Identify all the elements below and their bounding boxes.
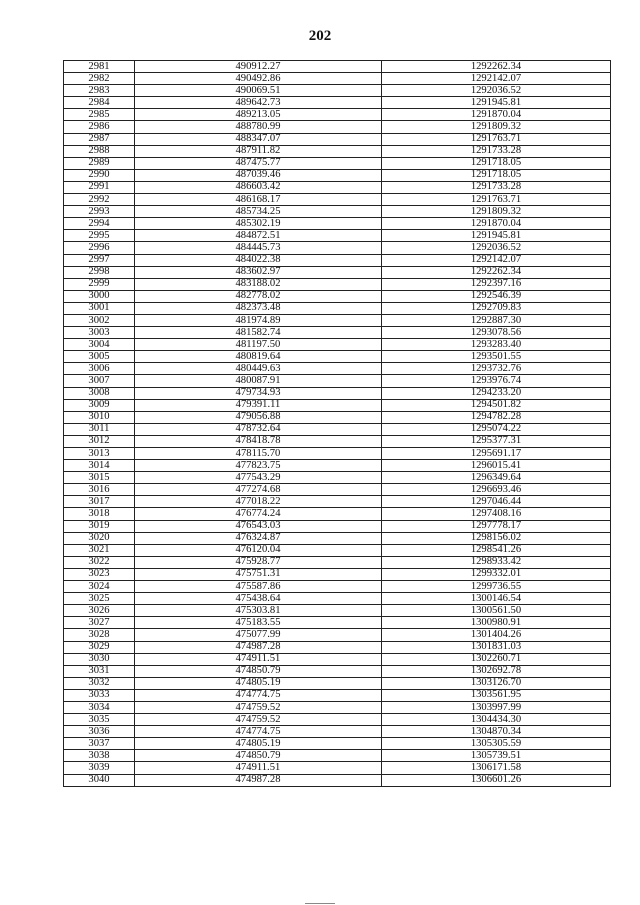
x-coordinate-cell: 474987.28	[135, 774, 382, 786]
x-coordinate-cell: 487911.82	[135, 145, 382, 157]
x-coordinate-cell: 474911.51	[135, 653, 382, 665]
y-coordinate-cell: 1300980.91	[382, 617, 611, 629]
table-row	[64, 181, 611, 193]
x-coordinate-cell: 485302.19	[135, 218, 382, 230]
x-coordinate-cell: 474987.28	[135, 641, 382, 653]
y-coordinate-cell: 1297408.16	[382, 508, 611, 520]
x-coordinate-cell: 487039.46	[135, 169, 382, 181]
point-number-cell: 3020	[64, 532, 135, 544]
table-row	[64, 339, 611, 351]
table-row	[64, 133, 611, 145]
y-coordinate-cell: 1297778.17	[382, 520, 611, 532]
table-row	[64, 387, 611, 399]
x-coordinate-cell: 485734.25	[135, 206, 382, 218]
point-number-cell: 3000	[64, 290, 135, 302]
y-coordinate-cell: 1292036.52	[382, 85, 611, 97]
table-row	[64, 508, 611, 520]
point-number-cell: 2989	[64, 157, 135, 169]
point-number-cell: 3034	[64, 701, 135, 713]
x-coordinate-cell: 474850.79	[135, 665, 382, 677]
table-row	[64, 665, 611, 677]
point-number-cell: 2986	[64, 121, 135, 133]
x-coordinate-cell: 489642.73	[135, 97, 382, 109]
table-row	[64, 641, 611, 653]
table-row	[64, 629, 611, 641]
x-coordinate-cell: 479391.11	[135, 399, 382, 411]
table-row	[64, 121, 611, 133]
y-coordinate-cell: 1295691.17	[382, 448, 611, 460]
table-body	[64, 61, 611, 787]
x-coordinate-cell: 474774.75	[135, 726, 382, 738]
y-coordinate-cell: 1291718.05	[382, 157, 611, 169]
point-number-cell: 3001	[64, 302, 135, 314]
table-row	[64, 581, 611, 593]
y-coordinate-cell: 1298156.02	[382, 532, 611, 544]
y-coordinate-cell: 1291763.71	[382, 133, 611, 145]
y-coordinate-cell: 1291870.04	[382, 218, 611, 230]
x-coordinate-cell: 476774.24	[135, 508, 382, 520]
y-coordinate-cell: 1294501.82	[382, 399, 611, 411]
y-coordinate-cell: 1304870.34	[382, 726, 611, 738]
y-coordinate-cell: 1305305.59	[382, 738, 611, 750]
table-row	[64, 157, 611, 169]
y-coordinate-cell: 1293976.74	[382, 375, 611, 387]
x-coordinate-cell: 486603.42	[135, 181, 382, 193]
table-row	[64, 242, 611, 254]
table-row	[64, 169, 611, 181]
point-number-cell: 3006	[64, 363, 135, 375]
x-coordinate-cell: 484022.38	[135, 254, 382, 266]
x-coordinate-cell: 490069.51	[135, 85, 382, 97]
table-row	[64, 109, 611, 121]
table-row	[64, 435, 611, 447]
y-coordinate-cell: 1291870.04	[382, 109, 611, 121]
point-number-cell: 3023	[64, 568, 135, 580]
x-coordinate-cell: 489213.05	[135, 109, 382, 121]
y-coordinate-cell: 1302692.78	[382, 665, 611, 677]
point-number-cell: 2988	[64, 145, 135, 157]
point-number-cell: 3029	[64, 641, 135, 653]
table-row	[64, 593, 611, 605]
x-coordinate-cell: 480819.64	[135, 351, 382, 363]
table-row	[64, 484, 611, 496]
point-number-cell: 2985	[64, 109, 135, 121]
point-number-cell: 3028	[64, 629, 135, 641]
y-coordinate-cell: 1293732.76	[382, 363, 611, 375]
y-coordinate-cell: 1298541.26	[382, 544, 611, 556]
point-number-cell: 3021	[64, 544, 135, 556]
y-coordinate-cell: 1303997.99	[382, 701, 611, 713]
x-coordinate-cell: 478418.78	[135, 435, 382, 447]
x-coordinate-cell: 474759.52	[135, 714, 382, 726]
x-coordinate-cell: 481582.74	[135, 327, 382, 339]
x-coordinate-cell: 477274.68	[135, 484, 382, 496]
point-number-cell: 3015	[64, 472, 135, 484]
table-row	[64, 677, 611, 689]
x-coordinate-cell: 475183.55	[135, 617, 382, 629]
y-coordinate-cell: 1298933.42	[382, 556, 611, 568]
y-coordinate-cell: 1305739.51	[382, 750, 611, 762]
point-number-cell: 3005	[64, 351, 135, 363]
table-row	[64, 194, 611, 206]
y-coordinate-cell: 1292397.16	[382, 278, 611, 290]
point-number-cell: 2992	[64, 194, 135, 206]
table-row	[64, 448, 611, 460]
point-number-cell: 2984	[64, 97, 135, 109]
table-row	[64, 290, 611, 302]
y-coordinate-cell: 1297046.44	[382, 496, 611, 508]
table-row	[64, 714, 611, 726]
x-coordinate-cell: 482373.48	[135, 302, 382, 314]
point-number-cell: 3011	[64, 423, 135, 435]
table-row	[64, 556, 611, 568]
point-number-cell: 3030	[64, 653, 135, 665]
table-row	[64, 266, 611, 278]
x-coordinate-cell: 484872.51	[135, 230, 382, 242]
x-coordinate-cell: 475587.86	[135, 581, 382, 593]
table-row	[64, 327, 611, 339]
y-coordinate-cell: 1291733.28	[382, 145, 611, 157]
point-number-cell: 2982	[64, 73, 135, 85]
point-number-cell: 2997	[64, 254, 135, 266]
page-number: 202	[308, 28, 332, 44]
y-coordinate-cell: 1291733.28	[382, 181, 611, 193]
x-coordinate-cell: 475077.99	[135, 629, 382, 641]
y-coordinate-cell: 1291809.32	[382, 206, 611, 218]
table-row	[64, 617, 611, 629]
table-row	[64, 399, 611, 411]
point-number-cell: 3004	[64, 339, 135, 351]
table-row	[64, 472, 611, 484]
y-coordinate-cell: 1302260.71	[382, 653, 611, 665]
y-coordinate-cell: 1296693.46	[382, 484, 611, 496]
point-number-cell: 2993	[64, 206, 135, 218]
x-coordinate-cell: 477823.75	[135, 460, 382, 472]
y-coordinate-cell: 1292262.34	[382, 61, 611, 73]
table-row	[64, 532, 611, 544]
point-number-cell: 2995	[64, 230, 135, 242]
table-row	[64, 73, 611, 85]
point-number-cell: 3009	[64, 399, 135, 411]
point-number-cell: 3038	[64, 750, 135, 762]
y-coordinate-cell: 1292142.07	[382, 73, 611, 85]
point-number-cell: 3017	[64, 496, 135, 508]
y-coordinate-cell: 1292709.83	[382, 302, 611, 314]
x-coordinate-cell: 481974.89	[135, 314, 382, 326]
table-row	[64, 314, 611, 326]
y-coordinate-cell: 1291718.05	[382, 169, 611, 181]
y-coordinate-cell: 1291763.71	[382, 194, 611, 206]
point-number-cell: 2990	[64, 169, 135, 181]
y-coordinate-cell: 1300146.54	[382, 593, 611, 605]
point-number-cell: 3016	[64, 484, 135, 496]
table-row	[64, 544, 611, 556]
x-coordinate-cell: 476543.03	[135, 520, 382, 532]
table-row	[64, 726, 611, 738]
x-coordinate-cell: 483602.97	[135, 266, 382, 278]
point-number-cell: 3003	[64, 327, 135, 339]
table-row	[64, 605, 611, 617]
point-number-cell: 2983	[64, 85, 135, 97]
coordinates-table	[63, 60, 611, 787]
y-coordinate-cell: 1291809.32	[382, 121, 611, 133]
point-number-cell: 3036	[64, 726, 135, 738]
x-coordinate-cell: 474774.75	[135, 689, 382, 701]
point-number-cell: 3019	[64, 520, 135, 532]
point-number-cell: 2999	[64, 278, 135, 290]
x-coordinate-cell: 474850.79	[135, 750, 382, 762]
y-coordinate-cell: 1292887.30	[382, 314, 611, 326]
y-coordinate-cell: 1303561.95	[382, 689, 611, 701]
table-row	[64, 61, 611, 73]
x-coordinate-cell: 482778.02	[135, 290, 382, 302]
y-coordinate-cell: 1293283.40	[382, 339, 611, 351]
y-coordinate-cell: 1291945.81	[382, 230, 611, 242]
table-row	[64, 411, 611, 423]
x-coordinate-cell: 490492.86	[135, 73, 382, 85]
point-number-cell: 3033	[64, 689, 135, 701]
x-coordinate-cell: 484445.73	[135, 242, 382, 254]
y-coordinate-cell: 1292546.39	[382, 290, 611, 302]
table-row	[64, 218, 611, 230]
y-coordinate-cell: 1306171.58	[382, 762, 611, 774]
point-number-cell: 3024	[64, 581, 135, 593]
y-coordinate-cell: 1300561.50	[382, 605, 611, 617]
table-row	[64, 520, 611, 532]
point-number-cell: 2996	[64, 242, 135, 254]
x-coordinate-cell: 477018.22	[135, 496, 382, 508]
table-row	[64, 774, 611, 786]
y-coordinate-cell: 1299736.55	[382, 581, 611, 593]
point-number-cell: 3031	[64, 665, 135, 677]
table-row	[64, 85, 611, 97]
x-coordinate-cell: 474911.51	[135, 762, 382, 774]
x-coordinate-cell: 483188.02	[135, 278, 382, 290]
point-number-cell: 2998	[64, 266, 135, 278]
y-coordinate-cell: 1304434.30	[382, 714, 611, 726]
table-row	[64, 351, 611, 363]
y-coordinate-cell: 1291945.81	[382, 97, 611, 109]
table-row	[64, 568, 611, 580]
point-number-cell: 3007	[64, 375, 135, 387]
x-coordinate-cell: 480449.63	[135, 363, 382, 375]
x-coordinate-cell: 486168.17	[135, 194, 382, 206]
y-coordinate-cell: 1295074.22	[382, 423, 611, 435]
table-row	[64, 254, 611, 266]
y-coordinate-cell: 1301404.26	[382, 629, 611, 641]
x-coordinate-cell: 479056.88	[135, 411, 382, 423]
x-coordinate-cell: 481197.50	[135, 339, 382, 351]
point-number-cell: 2994	[64, 218, 135, 230]
x-coordinate-cell: 479734.93	[135, 387, 382, 399]
table-row	[64, 496, 611, 508]
y-coordinate-cell: 1292142.07	[382, 254, 611, 266]
x-coordinate-cell: 487475.77	[135, 157, 382, 169]
table-row	[64, 701, 611, 713]
y-coordinate-cell: 1296349.64	[382, 472, 611, 484]
point-number-cell: 3040	[64, 774, 135, 786]
y-coordinate-cell: 1296015.41	[382, 460, 611, 472]
table-row	[64, 97, 611, 109]
x-coordinate-cell: 474805.19	[135, 677, 382, 689]
point-number-cell: 3032	[64, 677, 135, 689]
table-row	[64, 375, 611, 387]
x-coordinate-cell: 475751.31	[135, 568, 382, 580]
y-coordinate-cell: 1294233.20	[382, 387, 611, 399]
x-coordinate-cell: 488780.99	[135, 121, 382, 133]
point-number-cell: 3026	[64, 605, 135, 617]
table-row	[64, 230, 611, 242]
point-number-cell: 3027	[64, 617, 135, 629]
point-number-cell: 2987	[64, 133, 135, 145]
y-coordinate-cell: 1292036.52	[382, 242, 611, 254]
y-coordinate-cell: 1295377.31	[382, 435, 611, 447]
footer-divider	[305, 903, 335, 904]
table-row	[64, 206, 611, 218]
point-number-cell: 3014	[64, 460, 135, 472]
point-number-cell: 3037	[64, 738, 135, 750]
table-row	[64, 460, 611, 472]
table-row	[64, 278, 611, 290]
x-coordinate-cell: 475438.64	[135, 593, 382, 605]
table-row	[64, 762, 611, 774]
x-coordinate-cell: 480087.91	[135, 375, 382, 387]
x-coordinate-cell: 474805.19	[135, 738, 382, 750]
y-coordinate-cell: 1293078.56	[382, 327, 611, 339]
point-number-cell: 3013	[64, 448, 135, 460]
x-coordinate-cell: 478115.70	[135, 448, 382, 460]
point-number-cell: 3008	[64, 387, 135, 399]
y-coordinate-cell: 1294782.28	[382, 411, 611, 423]
y-coordinate-cell: 1299332.01	[382, 568, 611, 580]
table-row	[64, 302, 611, 314]
point-number-cell: 3012	[64, 435, 135, 447]
x-coordinate-cell: 474759.52	[135, 701, 382, 713]
point-number-cell: 3002	[64, 314, 135, 326]
table-row	[64, 689, 611, 701]
point-number-cell: 3035	[64, 714, 135, 726]
table-row	[64, 363, 611, 375]
y-coordinate-cell: 1292262.34	[382, 266, 611, 278]
x-coordinate-cell: 490912.27	[135, 61, 382, 73]
point-number-cell: 2991	[64, 181, 135, 193]
point-number-cell: 3010	[64, 411, 135, 423]
table-row	[64, 738, 611, 750]
x-coordinate-cell: 475303.81	[135, 605, 382, 617]
table-row	[64, 423, 611, 435]
y-coordinate-cell: 1306601.26	[382, 774, 611, 786]
table-row	[64, 750, 611, 762]
point-number-cell: 3025	[64, 593, 135, 605]
point-number-cell: 3018	[64, 508, 135, 520]
x-coordinate-cell: 476120.04	[135, 544, 382, 556]
x-coordinate-cell: 476324.87	[135, 532, 382, 544]
x-coordinate-cell: 477543.29	[135, 472, 382, 484]
y-coordinate-cell: 1301831.03	[382, 641, 611, 653]
x-coordinate-cell: 478732.64	[135, 423, 382, 435]
point-number-cell: 3022	[64, 556, 135, 568]
x-coordinate-cell: 475928.77	[135, 556, 382, 568]
y-coordinate-cell: 1293501.55	[382, 351, 611, 363]
x-coordinate-cell: 488347.07	[135, 133, 382, 145]
table-row	[64, 145, 611, 157]
point-number-cell: 2981	[64, 61, 135, 73]
table-row	[64, 653, 611, 665]
y-coordinate-cell: 1303126.70	[382, 677, 611, 689]
point-number-cell: 3039	[64, 762, 135, 774]
